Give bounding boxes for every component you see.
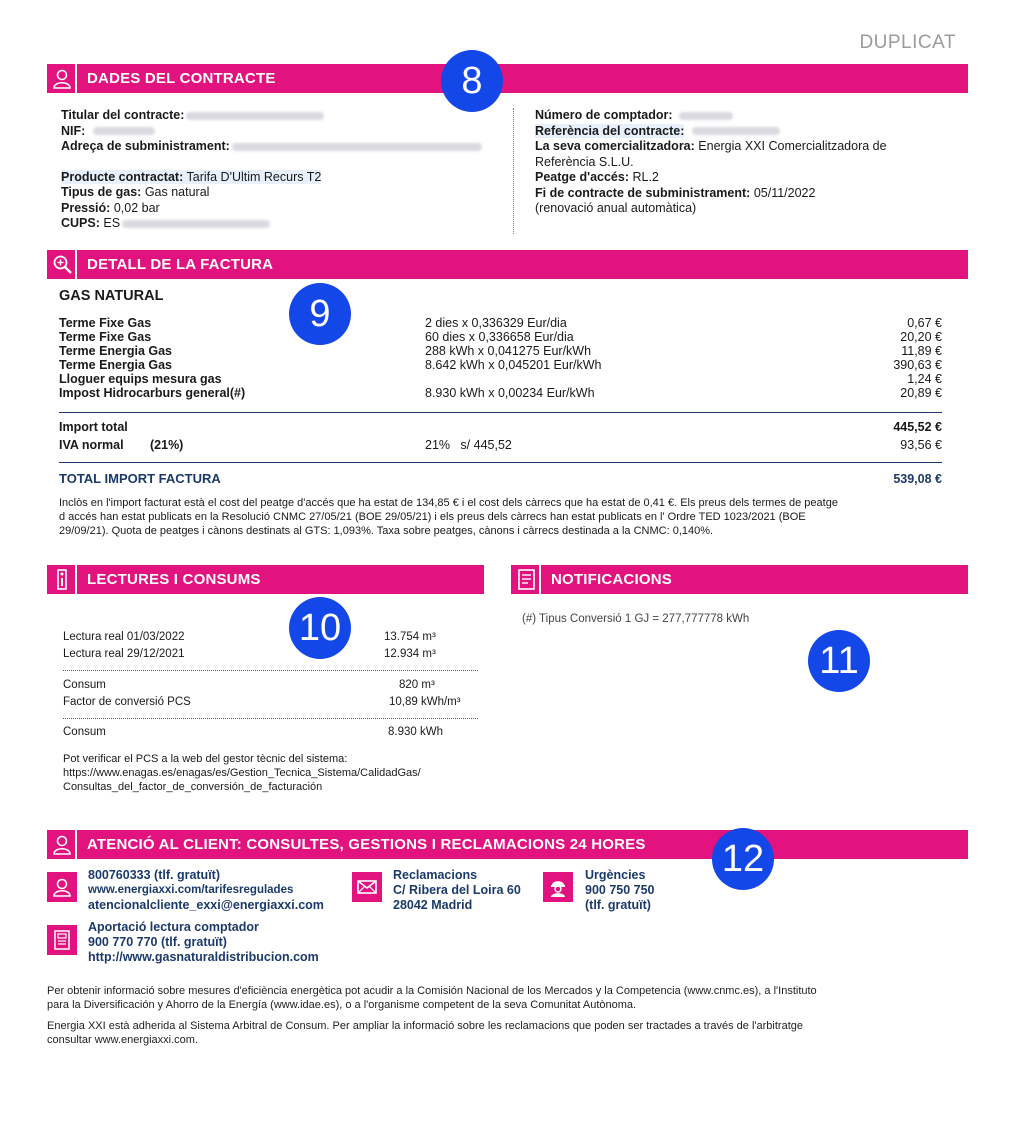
reading-value: 13.754 m³ — [384, 631, 436, 643]
urgent-note: (tlf. gratuït) — [585, 898, 651, 912]
consumption-label: Consum — [63, 679, 106, 691]
claims-postcode: 28042 Madrid — [393, 898, 473, 912]
cups-label: CUPS: — [61, 216, 100, 230]
vat-label: IVA normal — [59, 438, 124, 452]
toll-value: RL.2 — [632, 170, 659, 184]
vat-value: 93,56 € — [900, 438, 942, 452]
reading-label: Lectura real 01/03/2022 — [63, 631, 185, 643]
line-amount: 20,20 € — [900, 330, 942, 344]
technician-icon — [543, 872, 573, 902]
section-header-invoice — [47, 250, 968, 279]
retailer-label: La seva comercialitzadora: — [535, 139, 695, 153]
divider — [59, 462, 942, 463]
gas-value: Gas natural — [144, 185, 210, 199]
line-concept: Lloguer equips mesura gas — [59, 372, 222, 386]
line-amount: 390,63 € — [893, 358, 942, 372]
consumption-kwh-label: Consum — [63, 726, 106, 738]
footer-line: consultar www.energiaxxi.com. — [47, 1034, 199, 1046]
section-title: LECTURES I CONSUMS — [87, 571, 261, 588]
note-line: d accés han estat publicats en la Resolució CNMC 27/05/21 (BOE 29/05/21) i els preus dels càrrecs han estat publicats en l' Ordre TED 1023/2021 (BOE — [59, 511, 806, 523]
reading-label: Lectura real 29/12/2021 — [63, 648, 185, 660]
badge-9: 9 — [289, 283, 351, 345]
reading-title: Aportació lectura comptador — [88, 920, 259, 934]
consumption-kwh-value: 8.930 kWh — [388, 726, 443, 738]
product-label: Producte contractat: — [61, 169, 184, 184]
reading-value: 12.934 m³ — [384, 648, 436, 660]
badge-10: 10 — [289, 597, 351, 659]
line-amount: 1,24 € — [907, 372, 942, 386]
pressure-value: 0,02 bar — [113, 200, 160, 215]
holder-label: Titular del contracte: — [61, 108, 185, 122]
invoice-note — [59, 496, 959, 538]
section-title: DETALL DE LA FACTURA — [87, 256, 274, 273]
contact-claims — [393, 868, 521, 913]
grand-total-value: 539,08 € — [893, 472, 942, 486]
footer-line: para la Diversificación y Ahorro de la Energía (www.idae.es), o a l'organisme competent de la seva Comunitat Autònoma. — [47, 999, 637, 1011]
user-icon — [47, 830, 77, 859]
footer-arbitration — [47, 1019, 947, 1047]
note-line: Pot verificar el PCS a la web del gestor tècnic del sistema: — [63, 753, 348, 765]
urgent-title: Urgències — [585, 868, 646, 882]
end-value: 05/11/2022 — [753, 185, 816, 200]
badge-11: 11 — [808, 630, 870, 692]
line-detail: 288 kWh x 0,041275 Eur/kWh — [425, 344, 592, 358]
section-title: DADES DEL CONTRACTE — [87, 70, 276, 87]
line-concept: Terme Energia Gas — [59, 344, 173, 358]
envelope-icon — [352, 872, 382, 902]
renewal-note: (renovació anual automàtica) — [535, 201, 697, 215]
invoice-title: GAS NATURAL — [59, 288, 164, 304]
dotted-divider — [63, 670, 478, 671]
gas-label: Tipus de gas: — [61, 185, 142, 199]
meter-form-icon — [47, 925, 77, 955]
cups-prefix: ES — [103, 216, 121, 230]
section-header-contract — [47, 64, 968, 93]
pcs-link-cont[interactable]: Consultas_del_factor_de_conversión_de_facturación — [63, 781, 323, 793]
line-amount: 20,89 € — [900, 386, 942, 400]
vat-rate: (21%) — [150, 438, 184, 452]
toll-label: Peatge d'accés: — [535, 170, 629, 184]
line-concept: Terme Fixe Gas — [59, 330, 152, 344]
email-link[interactable]: atencionalcliente_exxi@energiaxxi.com — [88, 898, 324, 912]
pcs-note — [63, 752, 483, 794]
pcs-link[interactable]: https://www.enagas.es/enagas/es/Gestion_Tecnica_Sistema/CalidadGas/ — [63, 767, 421, 779]
contract-left — [61, 108, 511, 232]
duplicate-stamp: DUPLICAT — [859, 32, 956, 53]
line-detail: 2 dies x 0,336329 Eur/dia — [425, 316, 567, 330]
end-label: Fi de contracte de subministrament: — [535, 185, 751, 200]
phone-general[interactable]: 800760333 (tlf. gratuït) — [88, 868, 220, 882]
line-amount: 11,89 € — [901, 344, 942, 358]
line-amount: 0,67 € — [907, 316, 942, 330]
pcs-label: Factor de conversió PCS — [63, 696, 191, 708]
claims-title: Reclamacions — [393, 868, 478, 882]
footer-efficiency — [47, 984, 947, 1012]
section-title: NOTIFICACIONS — [551, 571, 672, 588]
total-value: 445,52 € — [893, 420, 942, 434]
notification-text: (#) Tipus Conversió 1 GJ = 277,777778 kWh — [522, 613, 750, 625]
note-line: Inclòs en l'import facturat està el cost del peatge d'accés que ha estat de 134,85 € i el cost dels càrrecs que ha estat de 0,41 €. Els preus dels termes de peatge — [59, 497, 838, 509]
reading-web[interactable]: http://www.gasnaturaldistribucion.com — [88, 950, 319, 964]
line-detail: 60 dies x 0,336658 Eur/dia — [425, 330, 574, 344]
section-title: ATENCIÓ AL CLIENT: CONSULTES, GESTIONS I RECLAMACIONS 24 HORES — [87, 836, 646, 853]
footer-line: Per obtenir informació sobre mesures d'eficiència energètica pot acudir a la Comisión Nacional de los Mercados y la Competencia (www.cnmc.es), a l'Instituto — [47, 985, 817, 997]
consumption-value: 820 m³ — [399, 679, 435, 691]
meter-label: Número de comptador: — [535, 108, 673, 122]
contact-general — [88, 868, 324, 913]
contact-reading — [88, 920, 319, 965]
line-detail: 8.642 kWh x 0,045201 Eur/kWh — [425, 358, 602, 372]
footer-line: Energia XXI està adherida al Sistema Arbitral de Consum. Per ampliar la informació sobre les reclamacions que poden ser tractades a través de l'arbitratge — [47, 1020, 803, 1032]
section-header-notifications — [511, 565, 968, 594]
badge-12: 12 — [712, 828, 774, 890]
total-label: Import total — [59, 420, 128, 434]
urgent-phone[interactable]: 900 750 750 — [585, 883, 655, 897]
pcs-value: 10,89 kWh/m³ — [389, 696, 461, 708]
contract-right — [535, 108, 955, 217]
retailer-value-2: Referència S.L.U. — [535, 154, 634, 169]
reading-phone[interactable]: 900 770 770 (tlf. gratuït) — [88, 935, 227, 949]
user-icon — [47, 872, 77, 902]
badge-8: 8 — [441, 50, 503, 112]
pressure-label: Pressió: — [61, 200, 111, 215]
claims-address: C/ Ribera del Loira 60 — [393, 883, 521, 897]
dotted-divider — [63, 718, 478, 719]
user-icon — [47, 64, 77, 93]
retailer-value: Energia XXI Comercialitzadora de — [698, 139, 887, 153]
nif-label: NIF: — [61, 123, 86, 138]
column-divider — [513, 108, 514, 234]
address-label: Adreça de subministrament: — [61, 139, 230, 153]
ref-label: Referència del contracte: — [535, 123, 685, 138]
line-concept: Impost Hidrocarburs general(#) — [59, 386, 246, 400]
contact-urgent — [585, 868, 655, 913]
vat-detail: 21% s/ 445,52 — [425, 438, 512, 452]
note-line: 29/09/21). Quota de peatges i cànons destinats al GTS: 1,093%. Taxa sobre peatges, cànons i càrrecs destinada a la CNMC: 0,140%. — [59, 525, 714, 537]
web-link[interactable]: www.energiaxxi.com/tarifesregulades — [88, 884, 294, 896]
line-concept: Terme Energia Gas — [59, 358, 173, 372]
info-icon — [47, 565, 77, 594]
section-header-readings — [47, 565, 484, 594]
document-icon — [511, 565, 541, 594]
magnifier-icon — [47, 250, 77, 279]
grand-total-label: TOTAL IMPORT FACTURA — [59, 471, 221, 486]
product-value: Tarifa D'Ultim Recurs T2 — [186, 169, 322, 184]
section-header-customer — [47, 830, 968, 859]
line-detail: 8.930 kWh x 0,00234 Eur/kWh — [425, 386, 595, 400]
divider — [59, 412, 942, 413]
line-concept: Terme Fixe Gas — [59, 316, 152, 330]
